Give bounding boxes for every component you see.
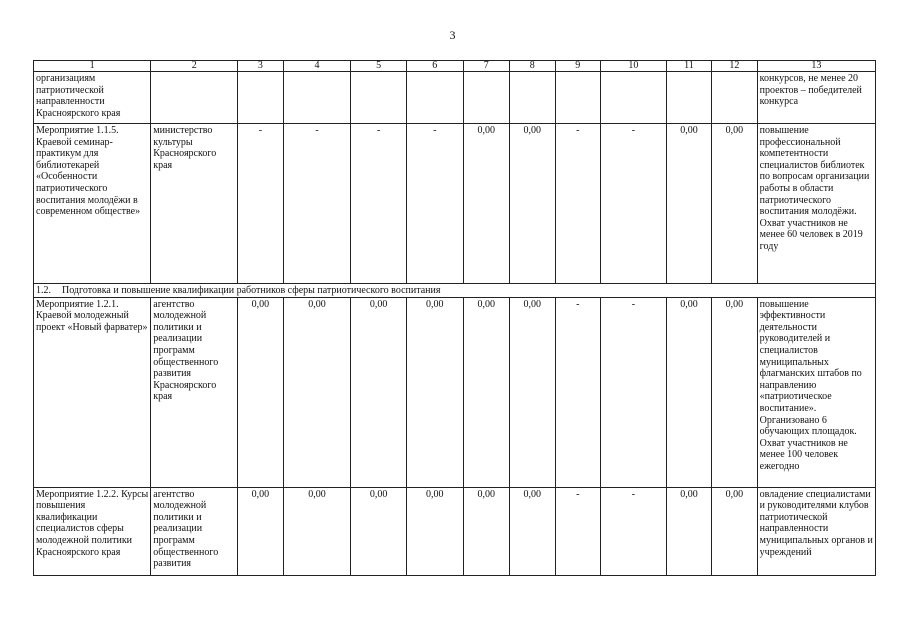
value-cell [601, 72, 667, 124]
value-cell: 0,00 [666, 487, 711, 575]
activity-cell: организациям патриотической направленности Красноярского края [34, 72, 151, 124]
column-header: 11 [666, 61, 711, 72]
value-cell: - [238, 124, 283, 284]
value-cell: 0,00 [406, 297, 463, 487]
result-cell: овладение специалистами и руководителями клубов патриотической направленности муниципальных органов и учреждений [757, 487, 875, 575]
value-cell: 0,00 [712, 487, 757, 575]
value-cell [351, 72, 407, 124]
value-cell: 0,00 [666, 124, 711, 284]
column-header: 9 [555, 61, 600, 72]
value-cell: - [283, 124, 351, 284]
value-cell [712, 72, 757, 124]
value-cell: 0,00 [238, 487, 283, 575]
value-cell: - [601, 124, 667, 284]
column-header: 12 [712, 61, 757, 72]
column-header: 2 [151, 61, 238, 72]
column-number-row [34, 61, 876, 72]
column-header: 1 [34, 61, 151, 72]
value-cell: 0,00 [463, 487, 509, 575]
executor-cell: агентство молодежной политики и реализации программ общественного развития [151, 487, 238, 575]
value-cell: 0,00 [463, 297, 509, 487]
activity-cell: Мероприятие 1.1.5. Краевой семинар-практикум для библиотекарей «Особенности патриотического воспитания молодёжи в современном обществе» [34, 124, 151, 284]
column-header: 4 [283, 61, 351, 72]
section-row [34, 284, 876, 298]
value-cell: 0,00 [351, 487, 407, 575]
value-cell [510, 72, 555, 124]
table-row [34, 72, 876, 124]
section-number: 1.2. [36, 285, 51, 296]
value-cell [406, 72, 463, 124]
result-cell: повышение эффективности деятельности руководителей и специалистов муниципальных флагманских штабов по направлению «патриотическое воспитание». Организовано 6 обучающих площадок. Охват участников не менее 100 человек ежегодно [757, 297, 875, 487]
value-cell: 0,00 [510, 124, 555, 284]
column-header: 7 [463, 61, 509, 72]
program-activities-table [33, 60, 876, 576]
value-cell: 0,00 [283, 487, 351, 575]
value-cell: - [406, 124, 463, 284]
activity-cell: Мероприятие 1.2.1. Краевой молодежный проект «Новый фарватер» [34, 297, 151, 487]
activity-cell: Мероприятие 1.2.2. Курсы повышения квалификации специалистов сферы молодежной политики Красноярского края [34, 487, 151, 575]
table-row [34, 487, 876, 575]
executor-cell [151, 72, 238, 124]
value-cell: 0,00 [283, 297, 351, 487]
value-cell: 0,00 [510, 487, 555, 575]
value-cell: - [351, 124, 407, 284]
result-cell: конкурсов, не менее 20 проектов – победителей конкурса [757, 72, 875, 124]
result-cell: повышение профессиональной компетентности специалистов библиотек по вопросам организации работы в области патриотического воспитания молодёжи. Охват участников не менее 60 человек в 2019 году [757, 124, 875, 284]
value-cell: 0,00 [351, 297, 407, 487]
column-header: 5 [351, 61, 407, 72]
value-cell [238, 72, 283, 124]
value-cell [555, 72, 600, 124]
value-cell: 0,00 [463, 124, 509, 284]
value-cell: - [555, 124, 600, 284]
value-cell: - [555, 487, 600, 575]
column-header: 3 [238, 61, 283, 72]
table-row [34, 297, 876, 487]
value-cell: - [555, 297, 600, 487]
value-cell: 0,00 [712, 124, 757, 284]
column-header: 13 [757, 61, 875, 72]
value-cell: 0,00 [510, 297, 555, 487]
value-cell [283, 72, 351, 124]
column-header: 6 [406, 61, 463, 72]
page-number: 3 [449, 28, 456, 42]
value-cell [666, 72, 711, 124]
value-cell [463, 72, 509, 124]
value-cell: 0,00 [666, 297, 711, 487]
value-cell: - [601, 297, 667, 487]
column-header: 8 [510, 61, 555, 72]
value-cell: - [601, 487, 667, 575]
table-row [34, 124, 876, 284]
value-cell: 0,00 [238, 297, 283, 487]
section-title: Подготовка и повышение квалификации работников сферы патриотического воспитания [62, 285, 441, 296]
executor-cell: агентство молодежной политики и реализации программ общественного развития Красноярского края [151, 297, 238, 487]
value-cell: 0,00 [406, 487, 463, 575]
column-header: 10 [601, 61, 667, 72]
executor-cell: министерство культуры Красноярского края [151, 124, 238, 284]
value-cell: 0,00 [712, 297, 757, 487]
